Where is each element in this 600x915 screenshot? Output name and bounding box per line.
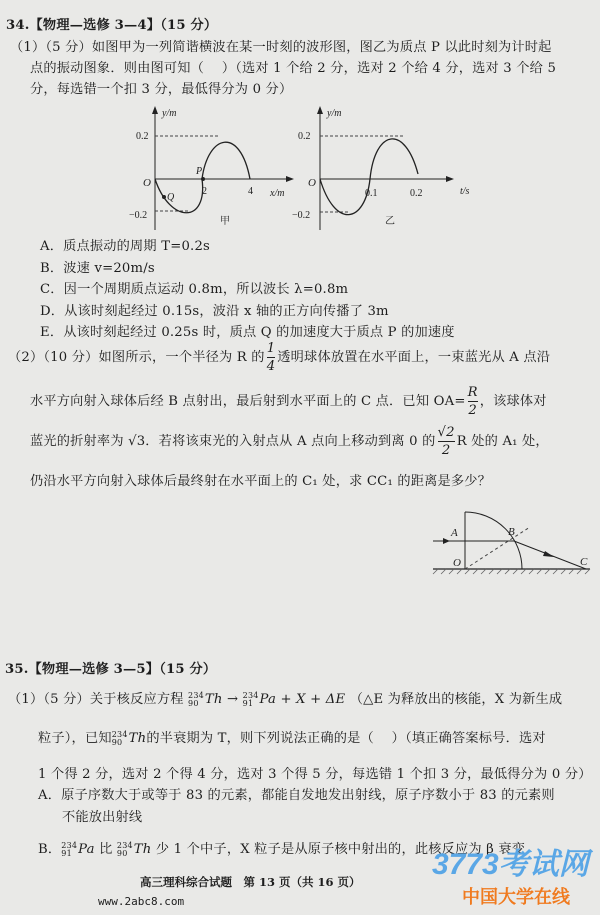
point-q-label: Q (167, 192, 175, 203)
text: 的半衰期为 T，则下列说法正确的是（ ）（填正确答案标号．选对 (146, 731, 546, 746)
ray-arrow (543, 551, 554, 557)
protactinium-symbol: Pa (78, 842, 95, 857)
option-a: A．质点振动的周期 T=0.2s (40, 239, 211, 254)
option-e: E．从该时刻起经过 0.25s 时，质点 Q 的加速度大于质点 P 的加速度 (40, 325, 455, 340)
label-a: A (451, 527, 458, 539)
sphere-diagram (430, 502, 595, 577)
label-c: C (580, 556, 588, 568)
text: R 处的 A₁ 处， (456, 434, 549, 449)
q35-title: 35.【物理—选修 3—5】（15 分） (5, 662, 217, 677)
x-tick: 0.2 (410, 188, 423, 199)
q34-part2-line4: 仍沿水平方向射入球体后最终射在水平面上的 C₁ 处，求 CC₁ 的距离是多少？ (30, 474, 492, 489)
watermark-brand: 3773考试网 (432, 848, 589, 881)
label-b: B (508, 526, 515, 538)
fraction (438, 424, 455, 459)
text: 比 (99, 842, 113, 857)
q35-line3: 1 个得 2 分，选对 2 个得 4 分，选对 3 个得 5 分，每选错 1 个扣 3 分，最低得分为 0 分） (38, 767, 592, 782)
option-c: C．因一个周期质点运动 0.8m，所以波长 λ=0.8m (40, 282, 349, 297)
thorium-symbol: Th (204, 692, 223, 707)
watermark-sub: 中国大学在线 (462, 887, 570, 908)
point-p (201, 177, 205, 181)
normal-line (465, 527, 530, 569)
text: （1）（5 分）关于核反应方程 (8, 692, 184, 707)
isotope-index: 234 90 (111, 729, 128, 747)
y-tick: −0.2 (292, 210, 311, 221)
text: B． (38, 842, 62, 857)
y-label: y/m (162, 108, 177, 119)
denominator: 2 (441, 443, 451, 458)
q34-part1-line: （1）（5 分）如图甲为一列简谐横波在某一时刻的波形图，图乙为质点 P 以此时刻为计时起 (10, 40, 552, 55)
q34-part2-line2 (30, 384, 547, 419)
caption: 乙 (385, 216, 395, 227)
axis-arrow (446, 176, 454, 182)
q34-part2-line1 (8, 340, 550, 375)
q34-part2-line3 (30, 424, 549, 459)
protactinium-symbol: Pa (259, 692, 277, 707)
equation-tail: + X + ΔE (280, 692, 346, 707)
axis-arrow (286, 176, 294, 182)
x-tick: 0.1 (365, 188, 378, 199)
q34-part1-line: 点的振动图象．则由图可知（ ）（选对 1 个给 2 分，选对 2 个给 4 分，选对 3 个给 5 (30, 61, 557, 76)
axis-arrow (152, 106, 158, 114)
y-tick: 0.2 (298, 131, 311, 142)
point-p-label: P (196, 166, 203, 177)
text: 透明球体放置在水平面上，一束蓝光从 A 点沿 (277, 350, 551, 365)
x-tick: 2 (202, 186, 207, 197)
vibration-curve (320, 139, 418, 215)
isotope-index: 234 91 (61, 840, 78, 858)
isotope-index: 234 91 (242, 690, 259, 708)
numerator: R (467, 385, 478, 400)
option-d: D．从该时刻起经过 0.15s，波沿 x 轴的正方向传播了 3m (40, 304, 389, 319)
text: 蓝光的折射率为 √3．若将该束光的入射点从 A 点向上移动到离 0 的 (30, 434, 436, 449)
graph-jia (129, 106, 294, 230)
numerator: 1 (266, 341, 276, 356)
y-tick: −0.2 (129, 210, 148, 221)
x-label: t/s (460, 186, 470, 197)
q34-part1-line: 分，每选错一个扣 3 分，最低得分为 0 分） (30, 82, 293, 97)
fraction (468, 384, 478, 419)
axis-arrow (317, 106, 323, 114)
thorium-symbol: Th (133, 842, 152, 857)
thorium-symbol: Th (128, 731, 147, 746)
x-label: x/m (270, 188, 285, 199)
ground-hatching (433, 569, 590, 574)
origin-label: O (308, 177, 316, 189)
denominator: 4 (266, 359, 276, 374)
point-q (162, 195, 166, 199)
footer-url: www.2abc8.com (98, 895, 185, 908)
isotope-index: 234 90 (188, 690, 204, 708)
page-footer: 高三理科综合试题 第 13 页（共 16 页） (140, 875, 361, 889)
label-o: O (453, 557, 461, 569)
x-tick: 4 (248, 186, 253, 197)
q35-option-a-cont: 不能放出射线 (62, 810, 143, 825)
text: 粒子），已知 (38, 731, 112, 746)
numerator: √2 (437, 425, 455, 440)
y-tick: 0.2 (136, 131, 149, 142)
isotope-index: 234 90 (116, 840, 133, 858)
q34-title: 34.【物理—选修 3—4】（15 分） (6, 18, 218, 33)
option-b: B．波速 v=20m/s (40, 261, 155, 276)
wave-graphs (120, 104, 480, 234)
q35-option-a: A．原子序数大于或等于 83 的元素，都能自发地发出射线，原子序数小于 83 的元素则 (38, 788, 555, 803)
graph-yi (292, 106, 470, 230)
y-label: y/m (327, 108, 342, 119)
text: ，该球体对 (479, 394, 547, 409)
fraction (267, 340, 276, 375)
q35-line1: （1）（5 分）关于核反应方程 234 90 Th → 234 91 Pa + X + ΔE （△E 为释放出的核能，X 为新生成 (8, 690, 563, 708)
text: 水平方向射入球体后经 B 点射出，最后射到水平面上的 C 点．已知 OA= (30, 394, 466, 409)
show-through-text (20, 590, 580, 650)
ray-arrow (443, 538, 450, 544)
q35-line2 (38, 727, 546, 747)
text: （△E 为释放出的核能，X 为新生成 (349, 692, 563, 707)
denominator: 2 (468, 403, 477, 418)
text: 少 1 个中子，X 粒子是从原子核中射出的，此核反应为 β 衰变 (155, 842, 526, 857)
caption: 甲 (220, 216, 230, 227)
text: （2）（10 分）如图所示，一个半径为 R 的 (8, 350, 265, 365)
origin-label: O (143, 177, 151, 189)
